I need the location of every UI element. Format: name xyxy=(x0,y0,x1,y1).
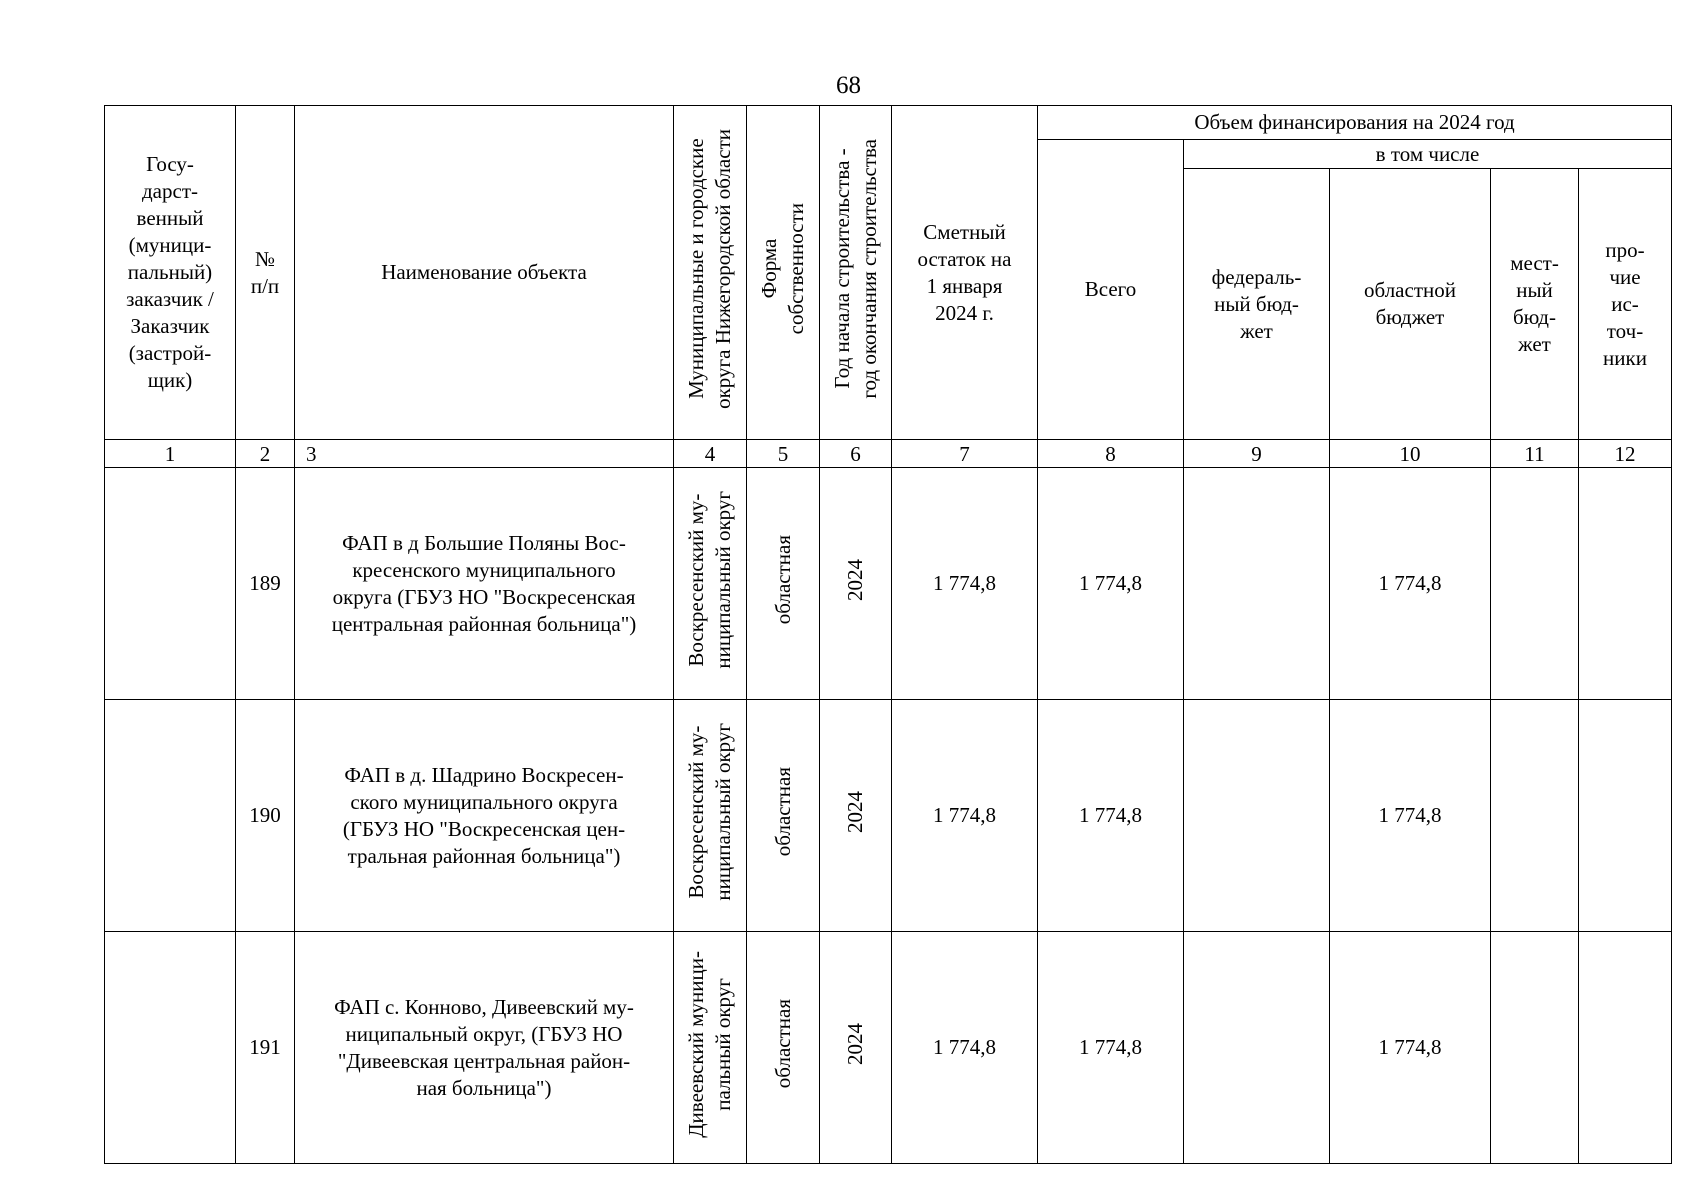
column-number-row xyxy=(105,440,1672,468)
column-number: 8 xyxy=(1038,440,1184,468)
cell-district: Воскресенский му- ниципальный округ xyxy=(674,700,747,932)
cell-name: ФАП с. Конново, Дивеевский му- ниципальный округ, (ГБУЗ НО "Дивеевская центральная район- ная больница") xyxy=(295,932,674,1164)
cell-other xyxy=(1579,932,1672,1164)
header-other: про- чие ис- точ- ники xyxy=(1579,169,1672,440)
column-number: 2 xyxy=(236,440,295,468)
cell-customer xyxy=(105,468,236,700)
cell-regional: 1 774,8 xyxy=(1330,700,1491,932)
cell-years: 2024 xyxy=(820,468,892,700)
cell-ownership: областная xyxy=(747,932,820,1164)
financing-table xyxy=(104,105,1672,1164)
header-ownership: Форма собственности xyxy=(747,106,820,440)
cell-total: 1 774,8 xyxy=(1038,468,1184,700)
cell-district: Воскресенский му- ниципальный округ xyxy=(674,468,747,700)
header-name: Наименование объекта xyxy=(295,106,674,440)
page-number: 68 xyxy=(836,72,861,99)
cell-name: ФАП в д. Шадрино Воскресен- ского муниципального округа (ГБУЗ НО "Воскресенская цен- тральная районная больница") xyxy=(295,700,674,932)
cell-num: 191 xyxy=(236,932,295,1164)
cell-ownership: областная xyxy=(747,468,820,700)
cell-balance: 1 774,8 xyxy=(892,700,1038,932)
cell-local xyxy=(1491,932,1579,1164)
cell-num: 190 xyxy=(236,700,295,932)
cell-name: ФАП в д Большие Поляны Вос- кресенского муниципального округа (ГБУЗ НО "Воскресенская центральная районная больница") xyxy=(295,468,674,700)
header-balance: Сметный остаток на 1 января 2024 г. xyxy=(892,106,1038,440)
header-customer: Госу- дарст- венный (муници- пальный) заказчик / Заказчик (застрой- щик) xyxy=(105,106,236,440)
header-years: Год начала строительства - год окончания строительства xyxy=(820,106,892,440)
cell-regional: 1 774,8 xyxy=(1330,932,1491,1164)
cell-customer xyxy=(105,932,236,1164)
cell-federal xyxy=(1184,932,1330,1164)
header-total: Всего xyxy=(1038,140,1184,440)
cell-regional: 1 774,8 xyxy=(1330,468,1491,700)
cell-customer xyxy=(105,700,236,932)
header-funding: Объем финансирования на 2024 год xyxy=(1038,106,1672,140)
table-row xyxy=(105,468,1672,700)
cell-total: 1 774,8 xyxy=(1038,932,1184,1164)
header-federal: федераль- ный бюд- жет xyxy=(1184,169,1330,440)
header-district: Муниципальные и городские округа Нижегородской области xyxy=(674,106,747,440)
column-number: 1 xyxy=(105,440,236,468)
column-number: 4 xyxy=(674,440,747,468)
cell-balance: 1 774,8 xyxy=(892,932,1038,1164)
cell-years: 2024 xyxy=(820,932,892,1164)
table-row xyxy=(105,700,1672,932)
cell-other xyxy=(1579,468,1672,700)
table-row xyxy=(105,932,1672,1164)
column-number: 9 xyxy=(1184,440,1330,468)
cell-local xyxy=(1491,468,1579,700)
cell-local xyxy=(1491,700,1579,932)
cell-district: Дивеевский муници- пальный округ xyxy=(674,932,747,1164)
cell-federal xyxy=(1184,700,1330,932)
header-num: № п/п xyxy=(236,106,295,440)
column-number: 5 xyxy=(747,440,820,468)
column-number: 3 xyxy=(295,440,674,468)
cell-other xyxy=(1579,700,1672,932)
column-number: 6 xyxy=(820,440,892,468)
column-number: 10 xyxy=(1330,440,1491,468)
column-number: 7 xyxy=(892,440,1038,468)
cell-balance: 1 774,8 xyxy=(892,468,1038,700)
cell-federal xyxy=(1184,468,1330,700)
column-number: 11 xyxy=(1491,440,1579,468)
header-including: в том числе xyxy=(1184,140,1672,169)
cell-ownership: областная xyxy=(747,700,820,932)
cell-years: 2024 xyxy=(820,700,892,932)
header-row xyxy=(105,106,1672,140)
cell-num: 189 xyxy=(236,468,295,700)
column-number: 12 xyxy=(1579,440,1672,468)
header-regional: областной бюджет xyxy=(1330,169,1491,440)
cell-total: 1 774,8 xyxy=(1038,700,1184,932)
header-local: мест- ный бюд- жет xyxy=(1491,169,1579,440)
